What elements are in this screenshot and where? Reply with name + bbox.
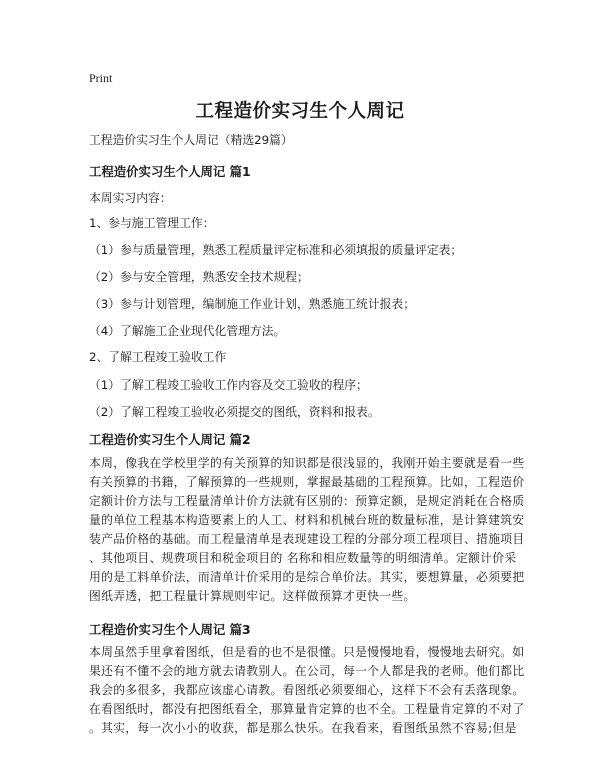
print-label: Print [89,71,113,85]
section-1-line: 2、了解工程竣工验收工作 [89,350,227,364]
section-1-line: 本周实习内容： [89,191,172,205]
section-1-line: （1）了解工程竣工验收工作内容及交工验收的程序； [89,378,368,392]
paragraph-line: 本周虽然手里拿着图纸，但是看的也不是很懂。只是慢慢地看，慢慢地去研究。如 [89,645,525,659]
subtitle: 工程造价实习生个人周记（精选29篇） [89,133,293,147]
paragraph-line: 用的是工料单价法，而清单计价采用的是综合单价法。其实，要想算量，必须要把 [89,570,525,584]
section-heading-3: 工程造价实习生个人周记 篇3 [89,622,251,637]
paragraph-line: 量的单位工程基本构造要素上的人工、材料和机械台班的数量标准，是计算建筑安 [89,513,525,527]
section-heading-1: 工程造价实习生个人周记 篇1 [89,164,251,179]
section-1-line: （2）参与安全管理，熟悉安全技术规程； [89,270,309,284]
paragraph-line: 有关预算的书籍，了解预算的一些规则，掌握最基础的工程预算。比如，工程造价 [89,475,525,489]
paragraph-line: 在看图纸时，都没有把图纸看全，那算量肯定算的也不全。工程量肯定算的不对了 [89,702,525,716]
section-2-paragraph [89,454,525,606]
section-3-paragraph [89,643,525,738]
section-1-line: （1）参与质量管理，熟悉工程质量评定标准和必须填报的质量评定表； [89,243,463,257]
paragraph-line: 本周，像我在学校里学的有关预算的知识都是很浅显的，我刚开始主要就是看一些 [89,456,525,470]
paragraph-line: 图纸弄透，把工程量计算规则牢记。这样做预算才更快一些。 [89,589,416,603]
paragraph-line: 果还有不懂不会的地方就去请教别人。在公司，每一个人都是我的老师。他们都比 [89,664,525,678]
paragraph-line: 我会的多很多，我都应该虚心请教。看图纸必须要细心，这样下不会有丢落现象。 [89,683,525,697]
section-1-line: （2）了解工程竣工验收必须提交的图纸，资料和报表。 [89,405,380,419]
section-1-line: （4）了解施工企业现代化管理方法。 [89,324,286,338]
section-heading-2: 工程造价实习生个人周记 篇2 [89,432,251,447]
section-1-line: （3）参与计划管理，编制施工作业计划，熟悉施工统计报表； [89,297,416,311]
page-title: 工程造价实习生个人周记 [195,101,405,122]
paragraph-line: 定额计价方法与工程量清单计价方法就有区别的：预算定额，是规定消耗在合格质 [89,494,525,508]
paragraph-line: 。其实，每一次小小的收获，都是那么快乐。在我看来，看图纸虽然不容易;但是 [89,721,517,735]
section-1-line: 1、参与施工管理工作： [89,216,215,230]
paragraph-line: 、其他项目、规费项目和税金项目的 名称和相应数量等的明细清单。定额计价采 [89,551,517,565]
paragraph-line: 装产品价格的基础。而工程量清单是表现建设工程的分部分项工程项目、措施项目 [89,532,525,546]
